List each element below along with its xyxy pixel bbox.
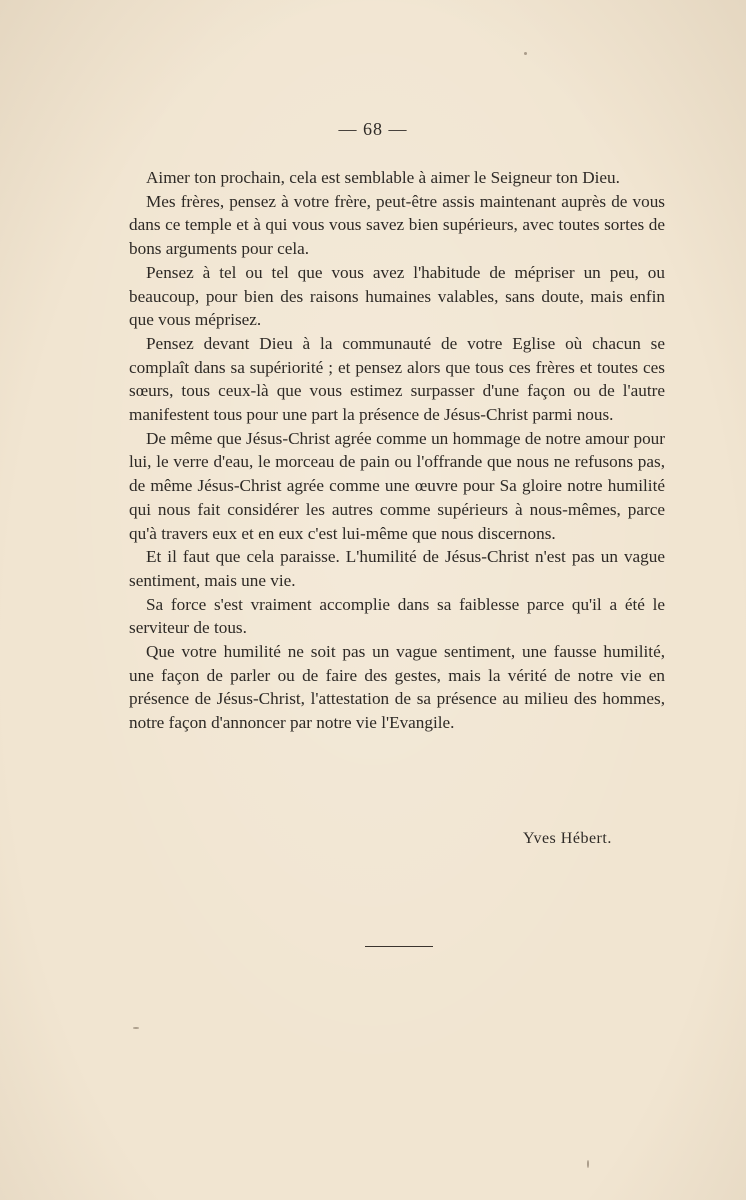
page-number: — 68 — (338, 119, 408, 139)
paragraph: Pensez devant Dieu à la communauté de votre Eglise où chacun se complaît dans sa supériorité ; et pensez alors que tous ces frères et toutes ces sœurs, tous ceux-là que vous estimez surpasser d'une façon ou de l'autre manifestent tous pour une part la présence de Jésus-Christ parmi nous. (129, 333, 665, 425)
paper-speck (524, 52, 527, 55)
paragraph: Que votre humilité ne soit pas un vague sentiment, une fausse humilité, une façon de parler ou de faire des gestes, mais la vérité de notre vie en présence de Jésus-Christ, l'attestation de sa présence au milieu des hommes, notre façon d'annoncer par notre vie l'Evangile. (129, 642, 665, 733)
paper-speck (587, 1160, 589, 1168)
author-signature: Yves Hébert. (523, 830, 612, 847)
paragraph: Aimer ton prochain, cela est semblable à aimer le Seigneur ton Dieu. (146, 168, 620, 187)
paragraph: Sa force s'est vraiment accomplie dans sa faiblesse parce qu'il a été le serviteur de tous. (129, 594, 665, 638)
paragraph: Mes frères, pensez à votre frère, peut-être assis maintenant auprès de vous dans ce temple et à qui vous vous savez bien supérieurs, avec toutes sortes de bons arguments pour cela. (129, 191, 665, 259)
end-rule (365, 946, 433, 947)
paragraph: Et il faut que cela paraisse. L'humilité de Jésus-Christ n'est pas un vague sentiment, mais une vie. (129, 547, 665, 590)
paragraph: De même que Jésus-Christ agrée comme un hommage de notre amour pour lui, le verre d'eau, le morceau de pain ou l'offrande que nous ne refusons pas, de même Jésus-Christ agrée comme une œuvre pour Sa gloire notre humilité qui nous fait considérer les autres comme supérieurs à nous-mêmes, parce qu'à travers eux et en eux c'est lui-même que nous discernons. (129, 428, 665, 543)
paragraph: Pensez à tel ou tel que vous avez l'habitude de mépriser un peu, ou beaucoup, pour bien des raisons humaines valables, sans doute, mais enfin que vous méprisez. (129, 262, 665, 330)
paper-speck (133, 1027, 139, 1029)
body-text (129, 166, 665, 735)
